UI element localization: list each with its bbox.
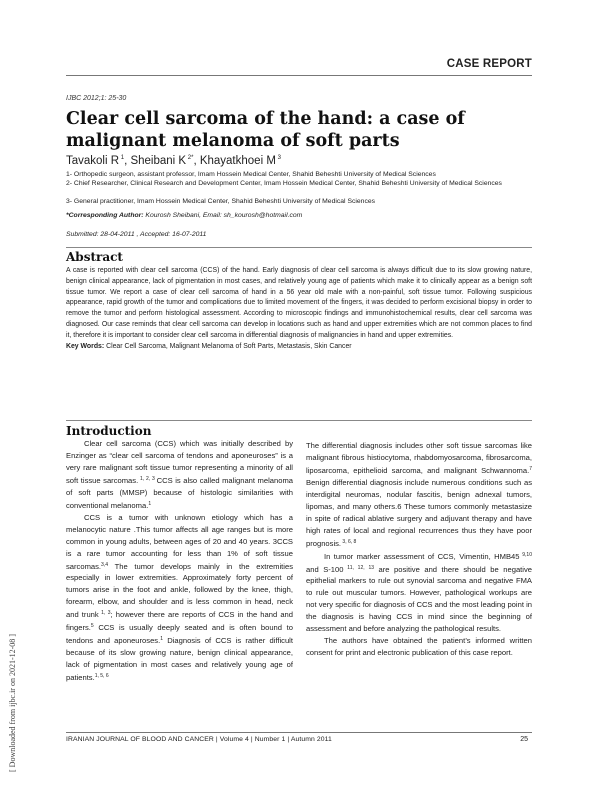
paragraph: In tumor marker assessment of CCS, Vimentin, HMB45 $^{9,10}$ and S-100 $^{11, 12, 13}$ are positive and there should be negative epithelial markers to rule out synovial sarcoma and negative FMA to rule out muscular tumors. However, pathological workups are not very specific for diagnosis of CCS and the most leading point in the diagnosis is having CCS in mind since the beginning of assessment and before analyzing the pathological results. [306,551,532,634]
affiliation-3: 3- General practitioner, Imam Hossein Medical Center, Shahid Beheshti University of Medical Sciences [66,198,376,205]
keywords-label: Key Words: [66,342,105,350]
download-side-note[interactable]: [ Downloaded from ijbc.ir on 2021-12-08 ] [8,634,17,772]
citation: IJBC 2012;1: 25-30 [66,95,127,102]
author-list: Tavakoli R $^1$, Sheibani K $^{2*}$, Khayatkhoei M $^3$ [66,155,281,167]
paragraph: The authors have obtained the patient’s informed written consent for print and electronic publication of this case report. [306,636,532,658]
abstract-heading: Abstract [66,250,123,264]
right-column [306,440,532,659]
corresponding-label: *Corresponding Author: [66,212,144,219]
abstract-body: A case is reported with clear cell sarcoma (CCS) of the hand. Early diagnosis of clear cell sarcoma is always difficult due to its slow growing nature, benign clinical appearance, lack of pigmentation in most cases, and relatively young age of patients which make it to clinically appear as a benign soft tissue tumor. We report a case of clear cell sarcoma of hand in a 56 year old male with a non-painful, soft tissue tumor. Following suspicious appearance, rapid growth of the tumor and complications due to limited movement of the fingers, it was decided to perform excisional biopsy in order to remove the tumor and perform histological assessment. According to microscopic findings and immunohistochemical results, clear cell sarcoma was diagnosed. Our case reminds that clear cell sarcoma can develop in locations such as hand and upper extremities which are not common places to find it, therefore it is important to consider clear cell sarcoma in differential diagnosis of malignancies in hand and upper extremities. [66,267,532,339]
footer-journal: IRANIAN JOURNAL OF BLOOD AND CANCER | Volume 4 | Number 1 | Autumn 2011 [66,736,332,743]
keywords: Clear Cell Sarcoma, Malignant Melanoma of Soft Parts, Metastasis, Skin Cancer [104,342,352,350]
author-sup: 3 [277,155,281,161]
header-divider [66,75,532,76]
left-column [66,438,293,684]
case-report-label: CASE REPORT [446,58,532,70]
abstract-text [66,266,532,352]
author-sup: 2* [187,155,194,161]
paragraph: CCS is a tumor with unknown etiology which has a melanocytic nature .This tumor affects all age ranges but is more common in young adults, between ages of 20 and 40 years. 3CCS is a rare tumor accounting for less than 1% of soft tissue sarcomas.$^{3,4}$ The tumor develops mainly in the extremities especially in lower extremities. Approximately forty percent of tumors arise in the foot and ankle, followed by the knee, thigh, forearm, elbow, and shoulder and is less common in head, neck and trunk $^{1, 3}$; however there are reports of CCS in the hand and fingers.$^5$ CCS is usually deeply seated and is often bound to tendons and aponeuroses.$^1$ Diagnosis of CCS is rather difficult because of its slow growing nature, benign clinical appearance, lack of pigmentation in most cases and relatively young age of patients.$^{1, 5, 6}$ [66,512,294,683]
corresponding-author [66,212,302,219]
author-name: Tavakoli R [66,155,120,167]
paragraph: Clear cell sarcoma (CCS) which was initially described by Enzinger as “clear cell sarcoma of tendons and aponeuroses” is a very rare malignant soft tissue tumor representing a minority of all soft tissue sarcomas. $^{1, 2, 3}$ CCS is also called malignant melanoma of soft parts (MMSP) because of histologic similarities with conventional melanoma.$^1$ [66,439,294,510]
affiliation-2: 2- Chief Researcher, Clinical Research and Development Center, Imam Hossein Medical Center, Shahid Beheshti University of Medical Sciences [66,180,502,187]
abstract-divider [66,247,532,248]
introduction-heading: Introduction [66,424,152,438]
introduction-divider [66,420,532,421]
article-title: Clear cell sarcoma of the hand: a case of malignant melanoma of soft parts [66,109,465,151]
submission-dates: Submitted: 28-04-2011 , Accepted: 16-07-2011 [66,231,207,238]
affiliation-1: 1- Orthopedic surgeon, assistant professor, Imam Hossein Medical Center, Shahid Beheshti University of Medical Sciences [66,171,436,178]
author-sup: 1 [120,155,125,161]
author-name: Sheibani K [130,155,187,167]
author-name: Khayatkhoei M [199,155,276,167]
footer-divider [66,732,532,733]
page-number: 25 [520,736,528,743]
paragraph: The differential diagnosis includes other soft tissue sarcomas like malignant fibrous histiocytoma, rhabdomyosarcoma, fibrosarcoma, liposarcoma, epithelioid sarcoma, and malignant Schwannoma.$^7$ Benign differential diagnosis include numerous conditions such as interdigital neuromas, nodular fascitis, benign adnexal tumors, lipomas, and many others.6 These tumors commonly metastasize in spite of radical ablative surgery and adjuvant therapy and have high rates of local and regional recurrences thus they have poor prognosis. $^{3, 6, 8}$ [306,441,532,548]
corresponding-text: Kourosh Sheibani, Email: sh_kourosh@hotmail.com [143,212,303,219]
